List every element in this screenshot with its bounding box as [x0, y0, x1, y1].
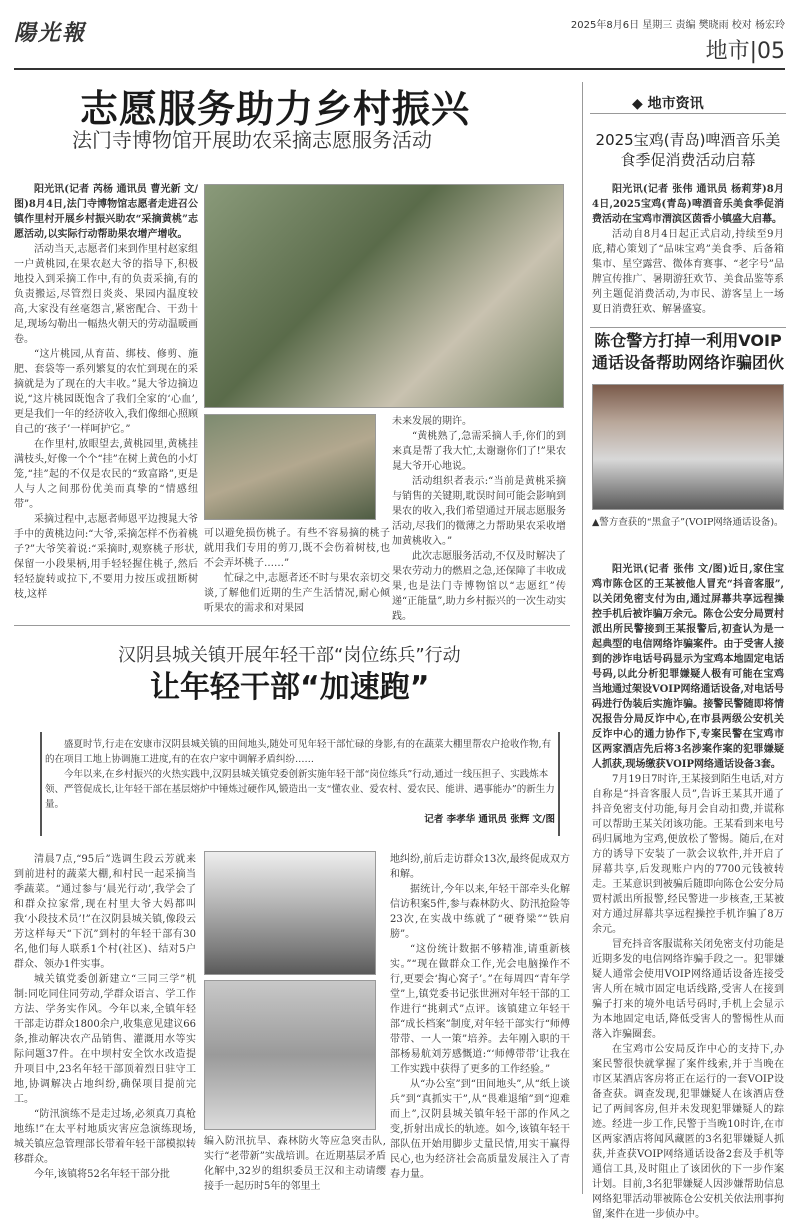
- news1-body: [592, 182, 784, 322]
- paragraph: 从“办公室”到“田间地头”,从“纸上谈兵”到“真抓实干”,从“畏难退缩”到“迎难而上”,汉阴县城关镇年轻干部的作风之变,折射出成长的轨迹。如今,该镇年轻干部队伍开始用脚步丈量民情,用实干赢得民心,也为经济社会高质量发展注入了青春力量。: [390, 1079, 570, 1180]
- paragraph: 可以避免损伤桃子。有些不容易摘的桃子就用我们专用的剪刀,既不会伤着树枝,也不会弄坏桃子……”: [204, 528, 390, 569]
- story2-title: 让年轻干部“加速跑”: [150, 670, 430, 705]
- column-divider: [582, 82, 583, 1194]
- paragraph: 忙碌之中,志愿者还不时与果农亲切交谈,了解他们近期的生产生活情况,耐心倾听果农的需求和对果园: [204, 573, 390, 614]
- paragraph: 阳光讯(记者 芮杨 通讯员 曹光新 文/图)8月4日,法门寺博物馆志愿者走进召公镇作里村开展乡村振兴助农“采摘黄桃”志愿活动,以实际行动帮助果农增产增收。: [14, 184, 198, 240]
- paragraph: 阳光讯(记者 张伟 文/图)近日,家住宝鸡市陈仓区的王某被他人冒充“抖音客服”,以关闭免密支付为由,通过屏幕共享远程操控手机后被诈骗万余元。陈仓公安分局贾村派出所民警接到王某报警后,初查认为是一起典型的电信网络诈骗案件。由于受害人接到的涉诈电话号码显示为宝鸡本地固定电话号码,以此分析犯罪嫌疑人极有可能在宝鸡当地通过架设VOIP网络通话设备,对电话号码进行伪装后实施诈骗。接警民警随即将情况报告分局反诈中心,在市县两级公安机关反诈中心的通力协作下,专案民警在宝鸡市区两家酒店先后将3名涉案作案的犯罪嫌疑人抓获,现场缴获VOIP网络通话设备3套。: [592, 564, 784, 770]
- paragraph: 阳光讯(记者 张伟 通讯员 杨莉芽)8月4日,2025宝鸡(青岛)啤酒音乐美食季促消费活动在宝鸡市渭滨区茵香小镇盛大启幕。: [592, 184, 784, 225]
- paragraph: 采摘过程中,志愿者师恩平边搜晁大爷手中的黄桃边问:“大爷,采摘怎样不伤着桃子?”大爷笑着说:“采摘时,观察桃子形状,保留一小段果柄,用手轻轻握住桃子,然后轻轻旋转或拉下,不要用力按压或扭断树枝,这样: [14, 514, 198, 600]
- paragraph: 活动自8月4日起正式启动,持续至9月底,精心策划了“品味宝鸡”美食季、后备箱集市、星空露营、微体育赛事、“老字号”品牌宣传推广、暑期游狂欢节、美食品鉴等系列主题促消费活动,为市民、游客呈上一场夏日消费狂欢、解暑盛宴。: [592, 229, 784, 315]
- paragraph: 在作里村,放眼望去,黄桃园里,黄桃挂满枝头,好像一个个“挂”在树上黄色的小灯笼,“挂”起的不仅是农民的“致富路”,更是人与人之间那份优美而真挚的“情感纽带”。: [14, 439, 198, 510]
- story1-col1: [14, 182, 198, 614]
- paragraph: 未来发展的期许。: [392, 416, 472, 427]
- story1-subtitle: 法门寺博物馆开展助农采摘志愿服务活动: [72, 128, 432, 152]
- story1-col2: [204, 526, 390, 616]
- sidebar-tag: ◆ 地市资讯: [632, 96, 704, 112]
- paragraph: “这份统计数据不够精准,请重新核实。”“现在做群众工作,光会电脑操作不行,更要会‘掏心窝子’。”在每周四“青年学堂”上,镇党委书记张世洲对年轻干部的工作进行“挑刺式”点评。该镇建立年轻干部“成长档案”制度,对年轻干部实行“师傅带带、一人一策”培养。去年刚入职的干部杨易航刘芳感慨道:“‘师傅带带’让我在工作实践中获得了更多的工作经验。”: [390, 944, 570, 1075]
- story2-subtitle: 汉阴县城关镇开展年轻干部“岗位练兵”行动: [118, 645, 461, 666]
- paragraph: 据统计,今年以来,年轻干部牵头化解信访积案5件,参与森林防火、防汛抢险等23次,在实战中练就了“硬脊梁”“铁肩膀”。: [390, 884, 570, 940]
- paragraph: “这片桃园,从育苗、绑枝、修剪、施肥、套袋等一系列繁复的农忙到现在的采摘就是为了现在的大丰收。”晁大爷边摘边说,“这片桃园既饱含了我们全家的‘心血’,更是我们一年的经济收入,我们像细心照顾自己的‘孩子’一样呵护它。”: [14, 349, 198, 435]
- voip-device-photo: [592, 384, 784, 510]
- paragraph: 清晨7点,“95后”选调生段云芳就来到前进村的蔬菜大棚,和村民一起采摘当季蔬菜。“通过参与‘晨光行动’,我学会了和群众拉家常,现在村里大爷大妈都叫我‘小段技术员’!”在汉阴县城关镇,像段云芳这样每天“下沉”到村的年轻干部有30名,他们每人联系1个村(社区)、结对5户群众、领办1件实事。: [14, 854, 196, 970]
- paragraph: 地纠纷,前后走访群众13次,最终促成双方和解。: [390, 854, 570, 880]
- paragraph: 活动当天,志愿者们来到作里村赵家组一户黄桃园,在果农赵大爷的指导下,积极地投入到采摘工作中,有的负责采摘,有的负责搬运,尽管烈日炎炎、果园内温度较高,大家没有丝毫怨言,紧密配合、干劲十足,现场勾勒出一幅热火朝天的劳动温暖画卷。: [14, 244, 198, 345]
- paragraph: 盛夏时节,行走在安康市汉阴县城关镇的田间地头,随处可见年轻干部忙碌的身影,有的在蔬菜大棚里帮农户抢收作物,有的在项目工地上协调施工进度,有的在农户家中调解矛盾纠纷……: [45, 739, 552, 765]
- news2-title: 陈仓警方打掉一利用VOIP通话设备帮助网络诈骗团伙: [591, 331, 784, 372]
- sidebar-rule: [590, 113, 786, 114]
- paragraph: 活动组织者表示:“当前是黄桃采摘与销售的关键期,耽误时间可能会影响到果农的收入,我们希望通过开展志愿服务活动,尽我们的微薄之力帮助果农采收增加黄桃收入。”: [392, 476, 566, 547]
- sidebar-rule: [590, 327, 786, 328]
- news2-body: [592, 562, 784, 1220]
- story2-col3: [390, 852, 570, 1194]
- story1-col3: [392, 414, 566, 622]
- paragraph: 冒充抖音客服谎称关闭免密支付功能是近期多发的电信网络诈骗手段之一。犯罪嫌疑人通常会使用VOIP网络通话设备连接受害人所在城市固定电话线路,受害人在接到骗子打来的境外电话号码时,手机上会显示为本地固定电话,降低受害人的警惕性从而落入诈骗圈套。: [592, 939, 784, 1040]
- newspaper-logo: 陽光報: [14, 20, 87, 46]
- paragraph: 7月19日7时许,王某接到陌生电话,对方自称是“抖音客服人员”,告诉王某其开通了抖音免密支付功能,每月会自动扣费,并谎称可以帮助王某关闭该功能。王某看到来电号码归属地为宝鸡,便放松了警惕。随后,在对方的诱导下安装了一款会议软件,并开启了屏幕共享,后发现账户内的7700元钱被转走。王某意识到被骗后随即向陈仓公安分局贾村派出所报警,经民警进一步核查,王某被对方通过屏幕共享远程操控手机诈骗了8万余元。: [592, 774, 784, 935]
- dateline: 2025年8月6日 星期三 责编 樊晓雨 校对 杨宏玲: [570, 20, 785, 31]
- paragraph: 此次志愿服务活动,不仅及时解决了果农劳动力的燃眉之急,还保障了丰收成果,也是法门寺博物馆以“志愿红”传递“正能量”,助力乡村振兴的一次生动实践。: [392, 551, 566, 622]
- peach-picking-photo: [204, 184, 564, 408]
- photo-caption: ▲警方查获的“黑盒子”(VOIP网络通话设备)。: [592, 517, 784, 528]
- paragraph: 今年以来,在乡村振兴的火热实践中,汉阴县城关镇党委创新实施年轻干部“岗位练兵”行动,通过一线压担子、实践炼本领、严管促成长,让年轻干部在基层熔炉中锤炼过硬作风,锻造出一支“懂农业、爱农村、爱农民、能讲、遇事能办”的新生力量。: [45, 769, 555, 810]
- story2-col1: [14, 852, 196, 1194]
- section-label: 地市|05: [705, 39, 785, 64]
- paragraph: “黄桃熟了,急需采摘人手,你们的到来真是帮了我大忙,太谢谢你们了!”果农晁大爷开心地说。: [392, 431, 566, 472]
- paragraph: 编入防汛抗旱、森林防火等应急突击队,实行“老带新”实战培训。在近期基层矛盾化解中,32岁的组织委员王汉和主动请缨接手一起历时5年的邻里土: [204, 1136, 386, 1192]
- cadres-field-photo: [204, 851, 376, 975]
- paragraph: 城关镇党委创新建立“三同三学”机制:同吃同住同劳动,学群众语言、学工作方法、学务实作风。今年以来,全镇年轻干部走访群众1800余户,收集意见建议66条,推动解决农产品销售、灌溉用水等实际问题37件。在中坝村安全饮水改造提升项目中,23名年轻干部顶着烈日驻守工地,协调解决占地纠纷,确保项目提前完工。: [14, 974, 196, 1105]
- story1-title: 志愿服务助力乡村振兴: [80, 87, 471, 131]
- meeting-photo: [204, 980, 376, 1130]
- byline: 记者 李孝华 通讯员 张辉 文/图: [424, 814, 555, 825]
- header-rule: [14, 68, 785, 70]
- story2-col2: [204, 1134, 386, 1194]
- masthead: [14, 8, 785, 78]
- news1-title: 2025宝鸡(青岛)啤酒音乐美食季促消费活动启幕: [595, 131, 781, 169]
- paragraph: 今年,该镇将52名年轻干部分批: [34, 1169, 170, 1180]
- story-divider: [14, 625, 570, 626]
- story2-intro: [45, 737, 555, 832]
- peach-harvest-photo: [204, 414, 376, 520]
- paragraph: “防汛演练不是走过场,必须真刀真枪地练!”在太平村地质灾害应急演练现场,城关镇应急管理部长带着年轻干部模拟转移群众。: [14, 1109, 196, 1165]
- paragraph: 在宝鸡市公安局反诈中心的支持下,办案民警很快就掌握了案件线索,并于当晚在市区某酒店客房将正在运行的一套VOIP设备查获。调查发现,犯罪嫌疑人在该酒店登记了两间客房,但并未发现犯罪嫌疑人的踪迹。经进一步工作,民警于当晚10时许,在市区两家酒店将闻风藏匿的3名犯罪嫌疑人抓获,并查获VOIP网络通话设备2套及手机等通信工具,及时阻止了该团伙的下一步作案计划。目前,3名犯罪嫌疑人因涉嫌帮助信息网络犯罪活动罪被陈仓公安机关依法刑事拘留,案件在进一步侦办中。: [592, 1044, 784, 1220]
